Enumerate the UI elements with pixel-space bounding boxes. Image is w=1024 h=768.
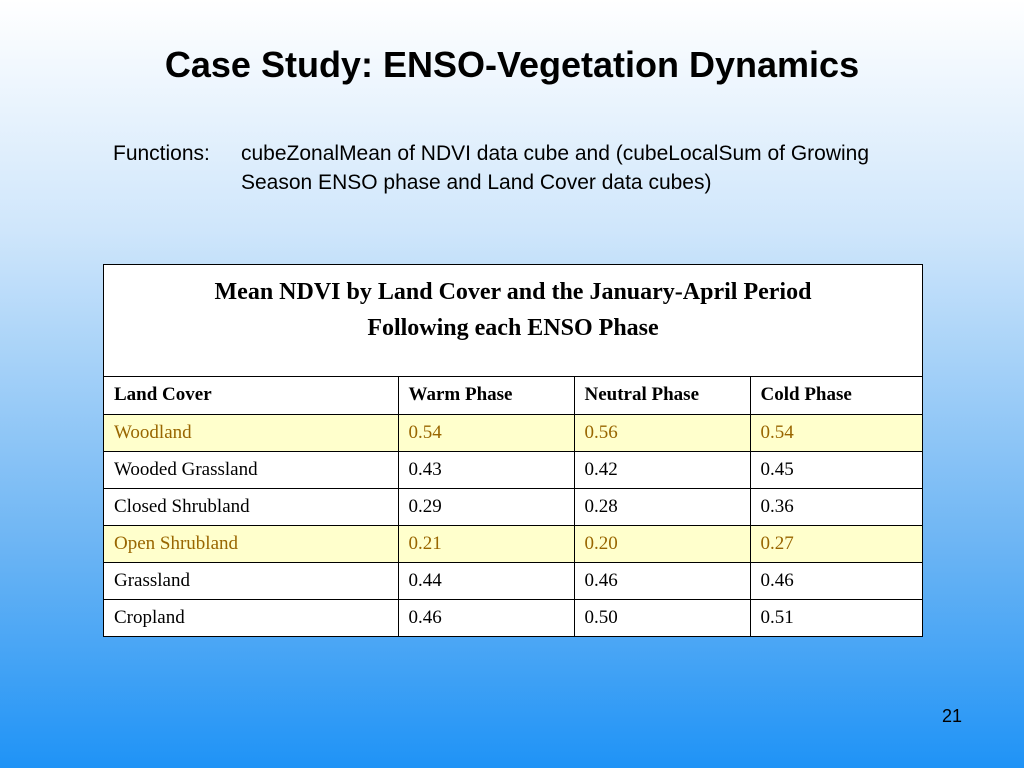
header-land-cover: Land Cover: [104, 377, 398, 414]
table-caption-line-2: Following each ENSO Phase: [367, 315, 659, 341]
table-cell: Cropland: [104, 599, 398, 636]
table-cell: 0.27: [750, 525, 922, 562]
table-cell: 0.54: [398, 414, 574, 451]
functions-label: Functions:: [113, 142, 210, 165]
table-row-wooded-grassland: [104, 451, 922, 488]
table-row-grassland: [104, 562, 922, 599]
table-cell: 0.21: [398, 525, 574, 562]
table-cell: Open Shrubland: [104, 525, 398, 562]
table-cell: 0.42: [574, 451, 750, 488]
ndvi-table: [103, 264, 923, 637]
table-cell: 0.46: [574, 562, 750, 599]
table-row-cropland: [104, 599, 922, 636]
table-cell: 0.20: [574, 525, 750, 562]
table-caption: [104, 265, 922, 377]
table-cell: Closed Shrubland: [104, 488, 398, 525]
table-cell: 0.43: [398, 451, 574, 488]
table-cell: 0.45: [750, 451, 922, 488]
functions-note: [113, 139, 941, 197]
table-cell: 0.51: [760, 606, 794, 628]
table-cell: 0.36: [750, 488, 922, 525]
table-header-row: [104, 377, 922, 414]
table-cell: 0.54: [750, 414, 922, 451]
table-cell: 0.56: [574, 414, 750, 451]
slide-title: Case Study: ENSO-Vegetation Dynamics: [164, 44, 860, 85]
header-warm-phase: Warm Phase: [398, 377, 574, 414]
header-cold-phase: Cold Phase: [750, 377, 922, 414]
table-cell: Woodland: [104, 414, 398, 451]
table-cell: 0.50: [574, 599, 750, 636]
table-cell: Grassland: [104, 562, 398, 599]
header-neutral-phase: Neutral Phase: [574, 377, 750, 414]
table-cell: 0.46: [398, 599, 574, 636]
functions-text: cubeZonalMean of NDVI data cube and (cubeLocalSum of Growing Season ENSO phase and Land Cover data cubes): [241, 142, 870, 194]
table-row-open-shrubland: [104, 525, 922, 562]
table-cell: 0.44: [398, 562, 574, 599]
table-row-closed-shrubland: [104, 488, 922, 525]
table-cell: 0.28: [574, 488, 750, 525]
table-cell: 0.46: [750, 562, 922, 599]
table-cell: Wooded Grassland: [104, 451, 398, 488]
table-row-woodland: [104, 414, 922, 451]
table-caption-line-1: Mean NDVI by Land Cover and the January-April Period: [214, 279, 812, 305]
page-number: 21: [941, 706, 962, 726]
table-cell: 0.29: [398, 488, 574, 525]
data-table: [104, 377, 922, 636]
